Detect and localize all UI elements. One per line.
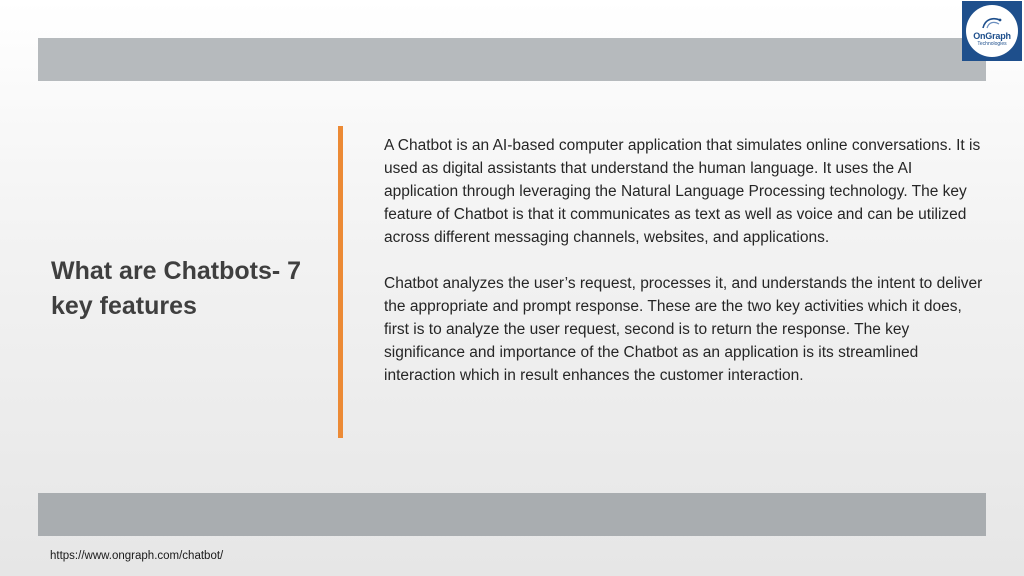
logo-badge xyxy=(966,5,1018,57)
paragraph-activities: Chatbot analyzes the user’s request, processes it, and understands the intent to deliver the appropriate and prompt response. These are the two key activities which it does, first is to analyze the user request, second is to return the response. The key significance and importance of the Chatbot as an application is its streamlined interaction which in result enhances the customer interaction. xyxy=(384,275,983,384)
top-banner xyxy=(38,38,986,81)
body-content xyxy=(384,134,984,387)
slide-heading: What are Chatbots- 7 key features xyxy=(51,257,302,320)
company-logo[interactable] xyxy=(962,1,1022,61)
bottom-banner xyxy=(38,493,986,536)
paragraph-definition: A Chatbot is an AI-based computer application that simulates online conversations. It is used as digital assistants that understand the human language. It uses the AI application through leveraging the Natural Language Processing technology. The key feature of Chatbot is that it communicates as text as well as voice and can be utilized across different messaging channels, websites, and applications. xyxy=(384,137,981,246)
vertical-divider xyxy=(338,126,343,438)
ongraph-logo-icon xyxy=(981,16,1003,30)
logo-subtitle: Technologies xyxy=(977,40,1007,47)
footer-url-link[interactable]: https://www.ongraph.com/chatbot/ xyxy=(50,550,224,562)
logo-name: OnGraph xyxy=(973,30,1011,41)
